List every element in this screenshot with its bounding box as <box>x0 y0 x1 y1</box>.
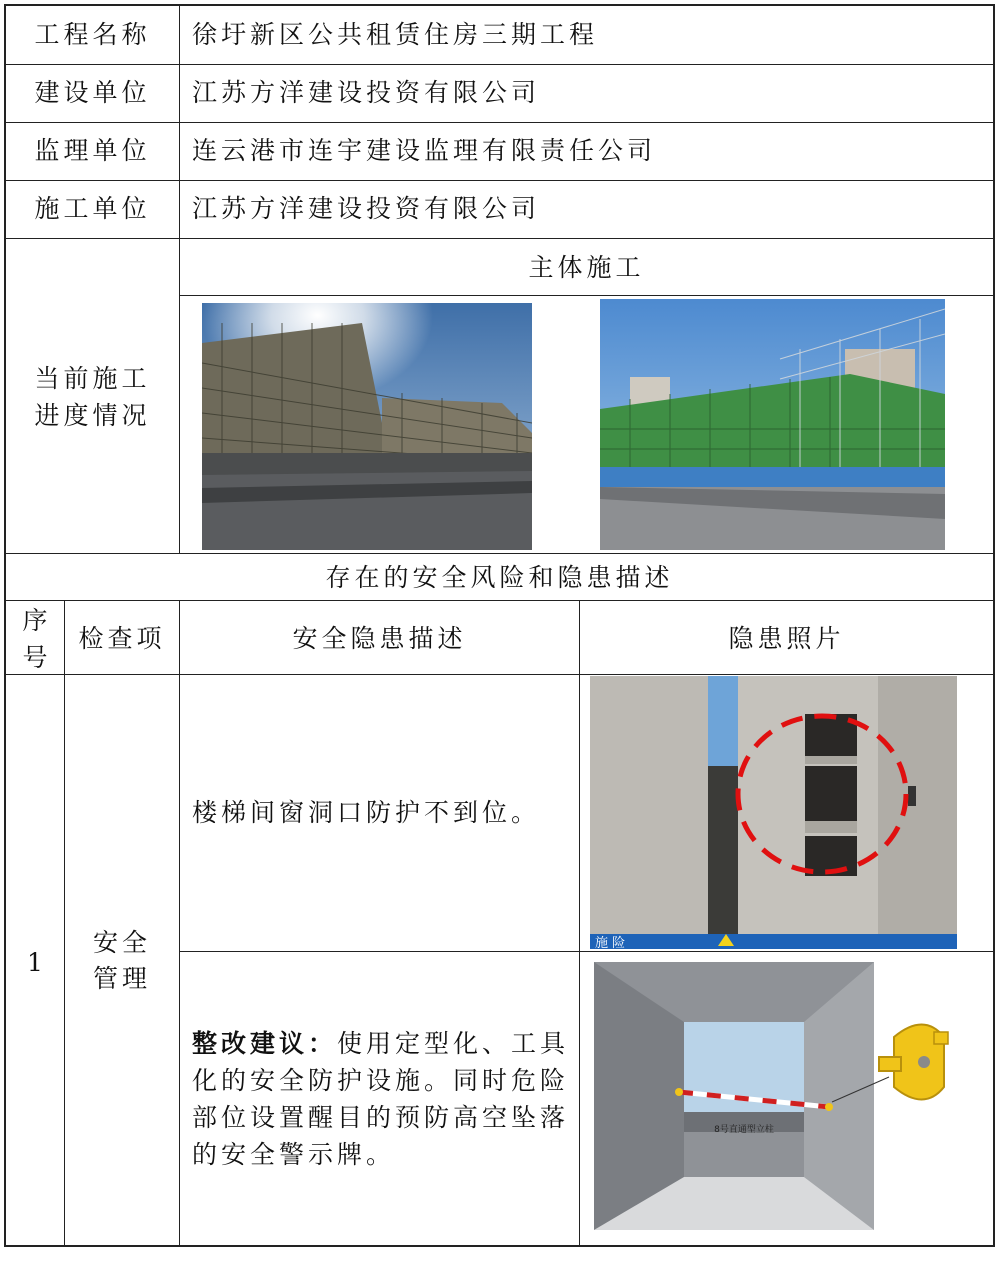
progress-photo-2 <box>600 299 945 550</box>
item-check-line1: 安全 <box>92 928 151 957</box>
info-value-contractor: 江苏方洋建设投资有限公司 <box>192 194 541 223</box>
info-value-builder: 江苏方洋建设投资有限公司 <box>192 78 541 107</box>
info-value-project-name: 徐圩新区公共租赁住房三期工程 <box>192 20 599 49</box>
progress-label-line1: 当前施工 <box>34 364 151 393</box>
suggestion-body: 使用定型化、工具化的安全防护设施。同时危险部位设置醒目的预防高空坠落的安全警示牌。 <box>192 1029 570 1169</box>
info-label-supervisor: 监理单位 <box>34 136 151 165</box>
hazard-photo <box>590 676 957 949</box>
item-check-line2: 管理 <box>92 964 151 993</box>
info-label-project-name: 工程名称 <box>34 20 151 49</box>
header-description: 安全隐患描述 <box>292 624 467 653</box>
header-seq-line2: 号 <box>22 643 48 672</box>
progress-stage: 主体施工 <box>528 253 645 282</box>
item-seq: 1 <box>27 948 43 977</box>
suggestion-title: 整改建议： <box>192 1029 338 1058</box>
progress-label-line2: 进度情况 <box>34 401 151 430</box>
risk-section-title: 存在的安全风险和隐患描述 <box>325 563 674 592</box>
rectification-suggestion <box>192 1025 572 1173</box>
info-label-builder: 建设单位 <box>34 78 151 107</box>
progress-photo-1 <box>202 303 532 550</box>
hazard-description: 楼梯间窗洞口防护不到位。 <box>192 798 541 827</box>
diagram-caption: 8号直通型立柱 <box>714 1125 774 1135</box>
header-check-item: 检查项 <box>78 624 166 653</box>
photo-sign-text: 施 险 <box>595 936 626 949</box>
info-label-contractor: 施工单位 <box>34 194 151 223</box>
header-photo: 隐患照片 <box>728 624 845 653</box>
info-value-supervisor: 连云港市连宇建设监理有限责任公司 <box>192 136 657 165</box>
suggestion-diagram <box>594 962 966 1230</box>
header-seq-line1: 序 <box>22 606 48 635</box>
